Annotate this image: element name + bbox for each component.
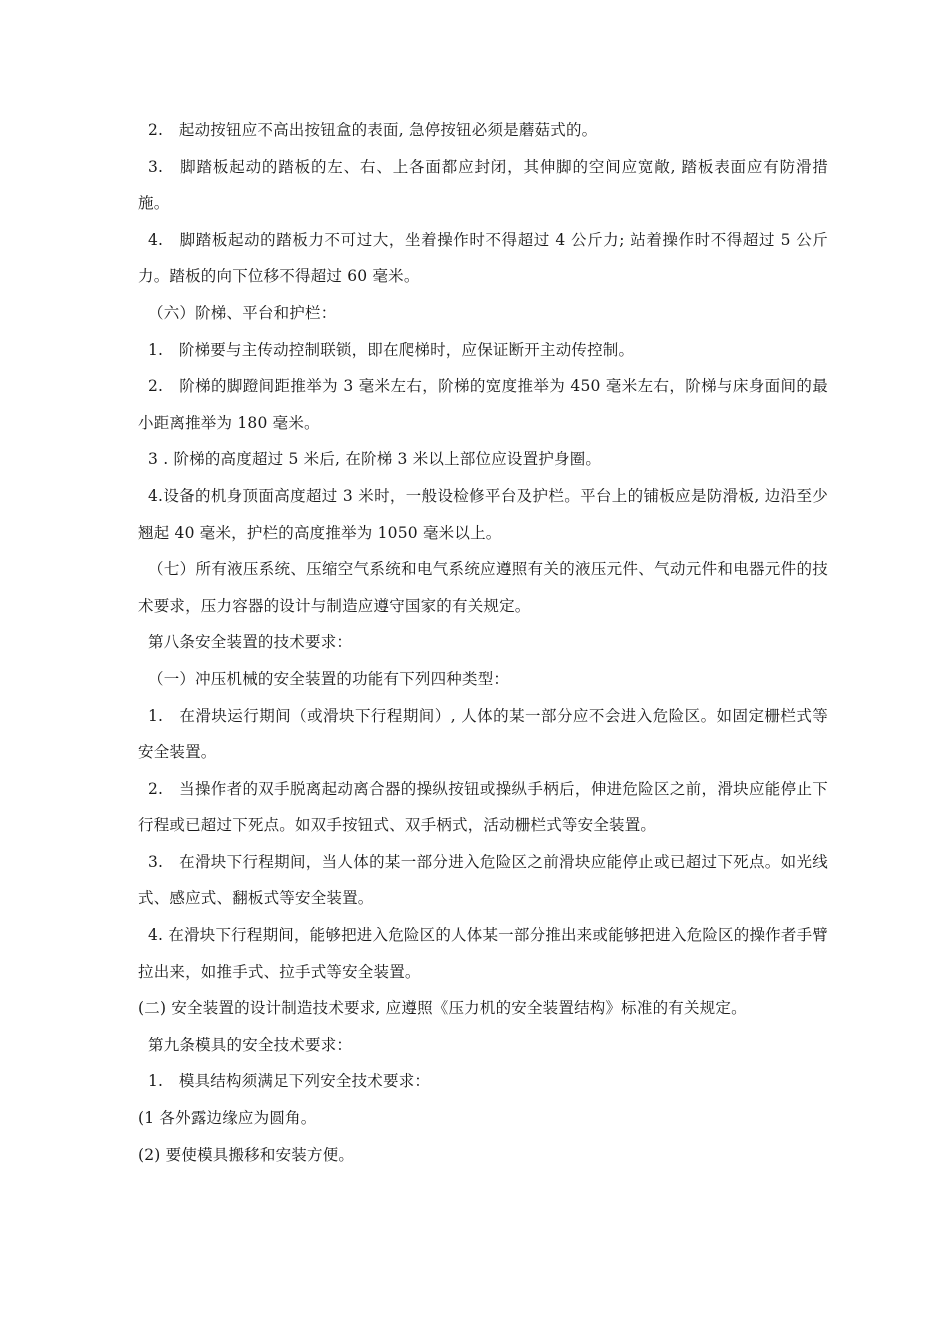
paragraph-ladder-spacing: 2. 阶梯的脚蹬间距推举为 3 毫米左右，阶梯的宽度推举为 450 毫米左右，阶梯与床身面间的最小距离推举为 180 毫米。: [138, 377, 828, 432]
document-body: [138, 112, 828, 1173]
section-heading-hydraulic: （七）所有液压系统、压缩空气系统和电气系统应遵照有关的液压元件、气动元件和电器元件的技术要求，压力容器的设计与制造应遵守国家的有关规定。: [138, 560, 828, 615]
paragraph-pedal-enclosure: 3. 脚踏板起动的踏板的左、右、上各面都应封闭，其伸脚的空间应宽敞, 踏板表面应有防滑措施。: [138, 157, 828, 213]
paragraph-platform-railing: 4.设备的机身顶面高度超过 3 米时，一般设检修平台及护栏。平台上的铺板应是防滑板, 边沿至少翘起 40 毫米，护栏的高度推举为 1050 毫米以上。: [138, 486, 828, 542]
paragraph-safety-type-4: 4. 在滑块下行程期间，能够把进入危险区的人体某一部分推出来或能够把进入危险区的操作者手臂拉出来，如推手式、拉手式等安全装置。: [138, 926, 828, 981]
paragraph-ladder-guard: 3 . 阶梯的高度超过 5 米后, 在阶梯 3 米以上部位应设置护身圈。: [148, 450, 602, 469]
section-heading-safety-types: （一）冲压机械的安全装置的功能有下列四种类型：: [148, 669, 510, 688]
paragraph-start-button: 2. 起动按钮应不高出按钮盒的表面, 急停按钮必须是蘑菇式的。: [148, 121, 598, 139]
paragraph-safety-type-2: 2. 当操作者的双手脱离起动离合器的操纵按钮或操纵手柄后，伸进危险区之前，滑块应能停止下行程或已超过下死点。如双手按钮式、双手柄式，活动栅栏式等安全装置。: [138, 779, 828, 835]
paragraph-safety-type-1: 1. 在滑块运行期间（或滑块下行程期间）, 人体的某一部分应不会进入危险区。如固定栅栏式等安全装置。: [138, 706, 828, 762]
section-heading-ladders: （六）阶梯、平台和护栏：: [148, 303, 337, 322]
list-item-easy-install: (2) 要使模具搬移和安装方便。: [138, 1145, 355, 1164]
paragraph-pedal-force: 4. 脚踏板起动的踏板力不可过大，坐着操作时不得超过 4 公斤力; 站着操作时不得超过 5 公斤力。踏板的向下位移不得超过 60 毫米。: [138, 230, 828, 286]
article-heading-8: 第八条安全装置的技术要求：: [148, 633, 353, 652]
paragraph-die-structure: 1. 模具结构须满足下列安全技术要求：: [148, 1072, 431, 1091]
list-item-rounded-edges: (1 各外露边缘应为圆角。: [138, 1109, 317, 1128]
section-heading-safety-design: (二) 安全装置的设计制造技术要求, 应遵照《压力机的安全装置结构》标准的有关规定。: [138, 999, 747, 1018]
article-heading-9: 第九条模具的安全技术要求：: [148, 1035, 353, 1054]
paragraph-ladder-interlock: 1. 阶梯要与主传动控制联锁，即在爬梯时，应保证断开主动传控制。: [148, 340, 635, 359]
paragraph-safety-type-3: 3. 在滑块下行程期间，当人体的某一部分进入危险区之前滑块应能停止或已超过下死点。如光线式、感应式、翻板式等安全装置。: [138, 852, 828, 908]
